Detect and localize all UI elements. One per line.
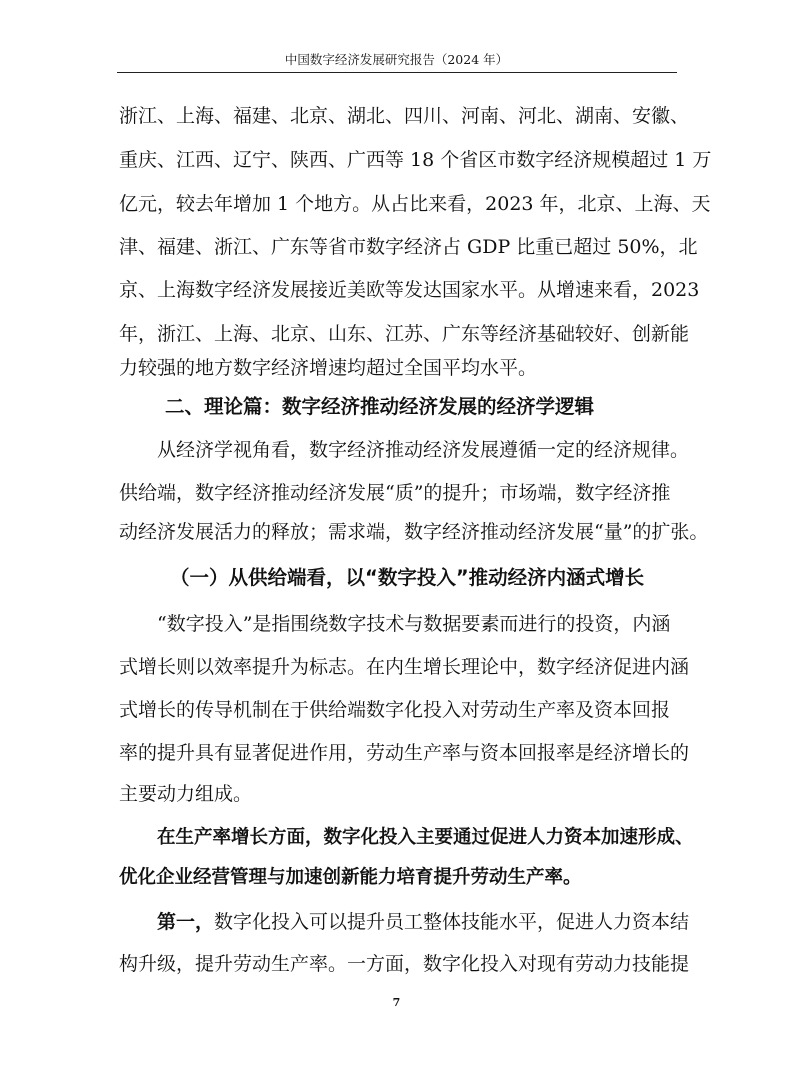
text-line: 亿元，较去年增加 1 个地方。从占比来看，2023 年，北京、上海、天 <box>119 193 711 215</box>
text-line: 率的提升具有显著促进作用，劳动生产率与资本回报率是经济增长的 <box>119 742 690 764</box>
text-line: 构升级，提升劳动生产率。一方面，数字化投入对现有劳动力技能提 <box>119 953 690 975</box>
text-line: “数字投入”是指围绕数字技术与数据要素而进行的投资，内涵 <box>157 613 671 635</box>
section-heading: 二、理论篇：数字经济推动经济发展的经济学逻辑 <box>165 395 595 418</box>
text-line <box>157 910 689 934</box>
text-line: 式增长则以效率提升为标志。在内生增长理论中，数字经济促进内涵 <box>119 656 690 678</box>
text-line: 浙江、上海、福建、北京、湖北、四川、河南、河北、湖南、安徽、 <box>119 105 690 127</box>
text-line: 从经济学视角看，数字经济推动经济发展遵循一定的经济规律。 <box>157 439 690 461</box>
bold-text-line: 在生产率增长方面，数字化投入主要通过促进人力资本加速形成、 <box>157 827 694 848</box>
point-text: 数字化投入可以提升员工整体技能水平，促进人力资本结 <box>214 911 690 933</box>
text-line: 京、上海数字经济发展接近美欧等发达国家水平。从增速来看，2023 <box>119 279 700 301</box>
text-line: 主要动力组成。 <box>119 783 253 805</box>
point-lead: 第一， <box>157 911 215 933</box>
text-line: 供给端，数字经济推动经济发展“质”的提升；市场端，数字经济推 <box>119 482 671 504</box>
bold-text-line: 优化企业经营管理与加速创新能力培育提升劳动生产率。 <box>119 867 582 888</box>
text-line: 重庆、江西、辽宁、陕西、广西等 18 个省区市数字经济规模超过 1 万 <box>119 149 712 171</box>
text-line: 津、福建、浙江、广东等省市数字经济占 GDP 比重已超过 50%，北 <box>119 236 698 258</box>
running-header: 中国数字经济发展研究报告（2024 年） <box>284 52 509 67</box>
text-line: 式增长的传导机制在于供给端数字化投入对劳动生产率及资本回报 <box>119 699 671 721</box>
text-line: 动经济发展活力的释放；需求端，数字经济推动经济发展“量”的扩张。 <box>119 521 709 543</box>
page-number: 7 <box>392 996 401 1009</box>
subsection-heading: （一）从供给端看，以“数字投入”推动经济内涵式增长 <box>170 566 645 589</box>
text-line: 年，浙江、上海、北京、山东、江苏、广东等经济基础较好、创新能 <box>119 323 690 345</box>
header-divider <box>117 72 677 73</box>
text-line: 力较强的地方数字经济增速均超过全国平均水平。 <box>119 357 538 379</box>
